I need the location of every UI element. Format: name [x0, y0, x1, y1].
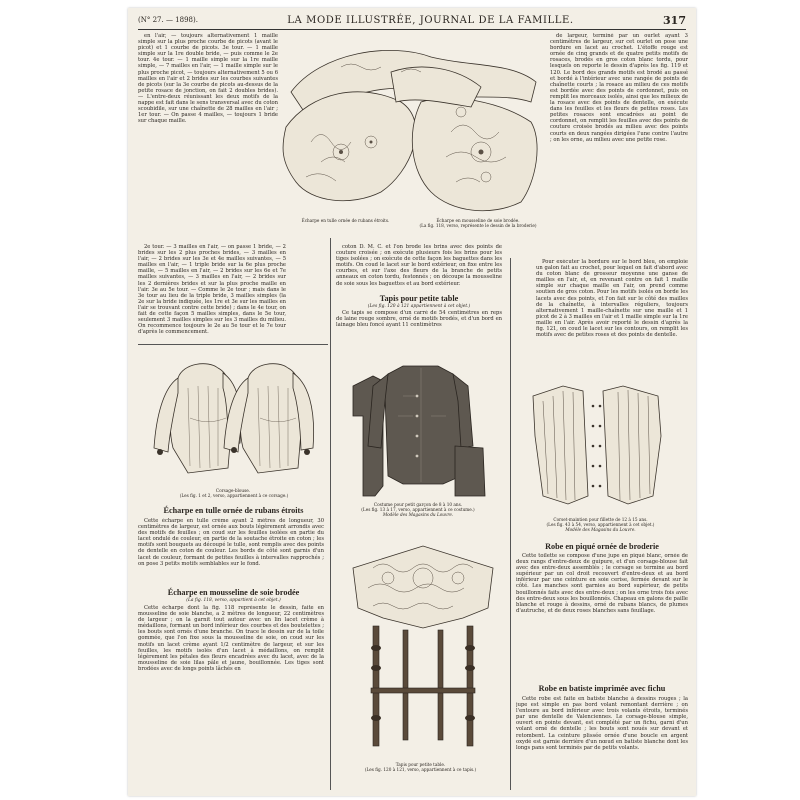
blouse-illustration [148, 348, 320, 488]
heading-table-cover-ref: (Les fig. 120 à 121 appartiennent à cet objet.) [367, 304, 471, 309]
table-figure-ref: (Les fig. 120 à 121, verso, appartiennent à ce tapis.) [364, 767, 477, 772]
boy-costume-caption: Costume pour petit garçon de 8 à 10 ans. [373, 502, 463, 507]
header-rule [138, 29, 686, 30]
page-number: 317 [663, 13, 686, 27]
blouse-caption: Corsage-blouse. [215, 488, 251, 493]
column-divider-right [510, 258, 511, 790]
batiste-dress-text: Cette robe est faite en batiste blanche à dessins rouges ; la jupe est simple en pas bord volant remontant derrière ; on l'entoure au bord inférieur avec trois volants étroits, terminés par une dentelle de Valenciennes. Le corsage-blouse simple, ouvert en pointe devant, est complété par un fichu, garni d'un volant orné de dentelle ; les bouts sont noués sur devant et retombent. La ceinture plissée ornée d'une boucle en argent oxydé est garnie derrière d'un nœud en batiste blanche dont les longs pans sont terminés par de petits volants. [516, 696, 688, 751]
table-cover-border-instructions: Pour exécuter la bordure sur le bord bleu, on emploie un galon fait au crochet, pour lequel on fait d'abord avec du coton blanc de grosseur moyenne une ganse de mailles en l'air, et, en revenant contre on fait 1 maille simple sur chaque maille en l'air, on prend comme soutien de gros coton. Pour les motifs isolés on borde les lacets avec des points, et l'on fait sur le côté des mailles de la chaînette, à intervalles réguliers, toujours alternativement 1 maille-chaînette sur une maille et 1 picot de 2 à 3 mailles en l'air et 1 maille simple sur la 1re maille en l'air. Après avoir reporté le dessin d'après la fig. 121, on coud le lacet sur les contours, on remplit les motifs avec de petites roses et des points de dentelle. [536, 259, 688, 339]
boy-costume-illustration [343, 356, 493, 504]
issue-number: (N° 27. — 1898). [138, 16, 198, 24]
corset-house: Modèle des Magasins du Louvre. [565, 527, 636, 532]
scarf-figure-ref: (La fig. 118, verso, représente le dessin de la broderie) [419, 223, 537, 228]
scarves-illustration [281, 32, 546, 222]
boy-costume-house: Modèle des Magasins du Louvre. [382, 512, 454, 517]
pique-dress-text: Cette toilette se compose d'une jupe en piqué blanc, ornée de deux rangs d'entre-deux de guipure, et d'un corsage-blouse fait avec des entre-deux assemblés ; le corsage se termine au bord supérieur par un col droit recouvert d'entre-deux et au bord inférieur par une ceinture en soie cerise, fermée devant sur le côté. Les manches sont garnies au bord supérieur, de petits bouillonnés faits avec des entre-deux ; on les orne trois fois avec des entre-deux sous les bouillonnés. Chapeau en galons de paille blanche et rouge à dessins, orné de rubans blancs, de plumes d'autruche, et de deux roses blanches sans feuillage. [516, 553, 688, 614]
heading-tulle-scarf: Écharpe en tulle ornée de rubans étroits [163, 506, 304, 515]
heading-silk-scarf-ref: (La fig. 118, verso, appartient à cet objet.) [186, 598, 281, 603]
heading-batiste-dress: Robe en batiste imprimée avec fichu [538, 684, 666, 693]
corset-figure-ref: (Les fig. 43 à 54, verso, appartiennent à cet objet.) [546, 522, 655, 527]
tulle-scarf-text: Cette écharpe en tulle crème ayant 2 mètres de longueur, 30 centimètres de largeur, est ornée aux bouts légèrement arrondis avec des motifs de feuilles ; on coud sur les feuilles isolées en partie du lacet ondulé de couleur, en partie de la soutache étroite en coton ; les motifs sont bouquets au découpé le tulle, sont remplis avec des points de dentelle en coton de couleur. Les bords de côté sont garnis d'un lacet de couleur, formant de petites feuilles à intervalles rapprochés ; on pose 3 petits motifs semblables sur le fond. [138, 518, 324, 567]
table-cover-intro: Ce tapis se compose d'un carré de 54 centimètres en reps de laine rouge sombre, orné de motifs brodés, et d'un bord en lainage bleu foncé ayant 11 centimètres [336, 310, 502, 329]
blouse-figure-ref: (Les fig. 1 et 2, verso, appartiennent à ce corsage.) [179, 493, 289, 498]
corset-illustration [523, 376, 673, 516]
embroidery-instructions: coton D. M. C. et l'on brode les brins avec des points de couture croisée ; on exécute plusieurs fois les brins pour les tiges isolées ; on exécute de cette façon les baguettes dans les motifs. On coud le lacet sur le bord extérieur, on fixe entre les courbes, et sur l'axe des fleurs de la branche de petits anneaux en coton tordu, festonnés ; on découpe la mousseline de soie sous les baguettes et au bord extérieur. [336, 244, 502, 287]
scarf-tulle-caption: Écharpe en tulle ornée de rubans étroits. [301, 218, 390, 223]
table-illustration [343, 538, 503, 763]
heading-pique-dress: Robe en piqué ornée de broderie [545, 542, 659, 551]
crochet-instructions-mid: 2e tour. — 3 mailles en l'air, — on passe 1 bride, — 2 brides sur les 2 plus proches brides, — 3 mailles en l'air, — 2 brides sur les 3e et 4e mailles suivantes, — 5 mailles en l'air, — 1 triple bride sur la 6e plus proche maille, — 5 mailles en l'air, — 2 brides sur les 6e et 7e mailles suivantes, — 3 mailles en l'air, — 2 brides sur les 2 dernières brides et sur la plus proche maille en l'air. 3e au 5e tour. — Comme le 2e tour ; mais dans le 3e tour au lieu de la triple bride, 3 mailles simples (la 2e sur la bride indiquée, les 1re et 3e sur les mailles en l'air se trouvant contre cette bride) ; dans le 4e tour, on fait de cette façon 5 mailles simples, dans le 5e tour, seulement 3 mailles simples sur les 3 mailles du milieu. On recommence toujours le 2e au 5e tour et le 7e tour d'après le commencement. [138, 244, 286, 336]
heading-silk-scarf: Écharpe en mousseline de soie brodée [167, 588, 300, 597]
silk-scarf-text: Cette écharpe dont la fig. 118 représente le dessin, faite en mousseline de soie blanche, a 2 mètres de longueur, 22 centimètres de largeur ; on la garnit tout autour avec un lin lacet crème à médaillons, formant un bord inférieur des courbes et des boutelettes ; les bouts sont ornés d'une branche. On trace le dessin sur de la toile gommée, que l'on fixe sous la mousseline de soie, on coud sur les motifs un lacet crème ayant 1/2 centimètre de largeur, et sur les feuilles, les motifs isolés d'un lacet à médaillons, on remplit légèrement les pétales des fleurs encadrées avec du lacet, avec de la mousseline de soie lilas pâle et jaune, bouillonnée. Les tiges sont brodées avec de longs points lâchés en [138, 605, 324, 672]
divider [138, 344, 328, 345]
corset-caption: Corset-maintien pour fillette de 12 à 15 ans. [553, 517, 648, 522]
table-cover-instructions-top: de largeur, terminé par un ourlet ayant 3 centimètres de largeur, sur cet ourlet on pose une bordure en lacet au crochet. L'étoffe rouge est ornée de cinq grands et de quatre petits motifs de rosaces, brodés en gros coton blanc tordu, pour lesquels on reporte le dessin d'après les fig. 119 et 120. Le bord des grands motifs est brodé au passé et bordé à l'intérieur avec une rangée de points de chaînette courts ; la rosace au milieu de ces motifs est bordée avec des points de cordonnet, puis on remplit les morceaux isolés, ainsi que les milieux de la rosace avec des points de dentelle, on exécute dans les feuilles et les fleurs de petites roses. Les petites rosaces sont encadrées au point de cordonnet, on remplit les feuilles avec des points de couture croisée brodés au milieu avec des points courts en deux rangées dirigées l'une contre l'autre ; on les orne, au milieu avec une petite rose. [550, 33, 688, 143]
heading-table-cover: Tapis pour petite table [379, 294, 459, 303]
boy-costume-figure-ref: (Les fig. 13 à 17, verso, appartiennent à ce costume.) [361, 507, 475, 512]
journal-title: LA MODE ILLUSTRÉE, JOURNAL DE LA FAMILLE. [287, 14, 574, 26]
column-divider-left [330, 238, 331, 790]
table-caption: Tapis pour petite table. [395, 762, 446, 767]
page-header [138, 12, 686, 28]
magazine-page [128, 8, 696, 796]
crochet-instructions-top: en l'air, — toujours alternativement 1 maille simple sur la plus proche courbe de picots (avant le picot) et 1 courbe de picots. 3e tour. — 1 maille simple sur la 1re double bride, — puis comme le 2e tour. 4e tour. — 1 maille simple sur la 1re maille simple, — 7 mailles en l'air, — 1 maille simple sur le plus proche picot, — toujours alternativement 5 ou 6 mailles en l'air et 2 brides sur les courbes suivantes de picots (sur la 3e courbe de picots au-dessus de la petite rosace de jonction, on fait 2 doubles brides). — L'entre-deux réunissant les deux motifs de la nappe est fait dans le sens transversal avec du coton scoubidile, sur une chaînette de 28 mailles en l'air ; 1er tour. — On passe 4 mailles, — toujours 1 bride sur chaque maille. [138, 33, 278, 125]
scarf-silk-caption: Écharpe en mousseline de soie brodée. [436, 218, 520, 223]
